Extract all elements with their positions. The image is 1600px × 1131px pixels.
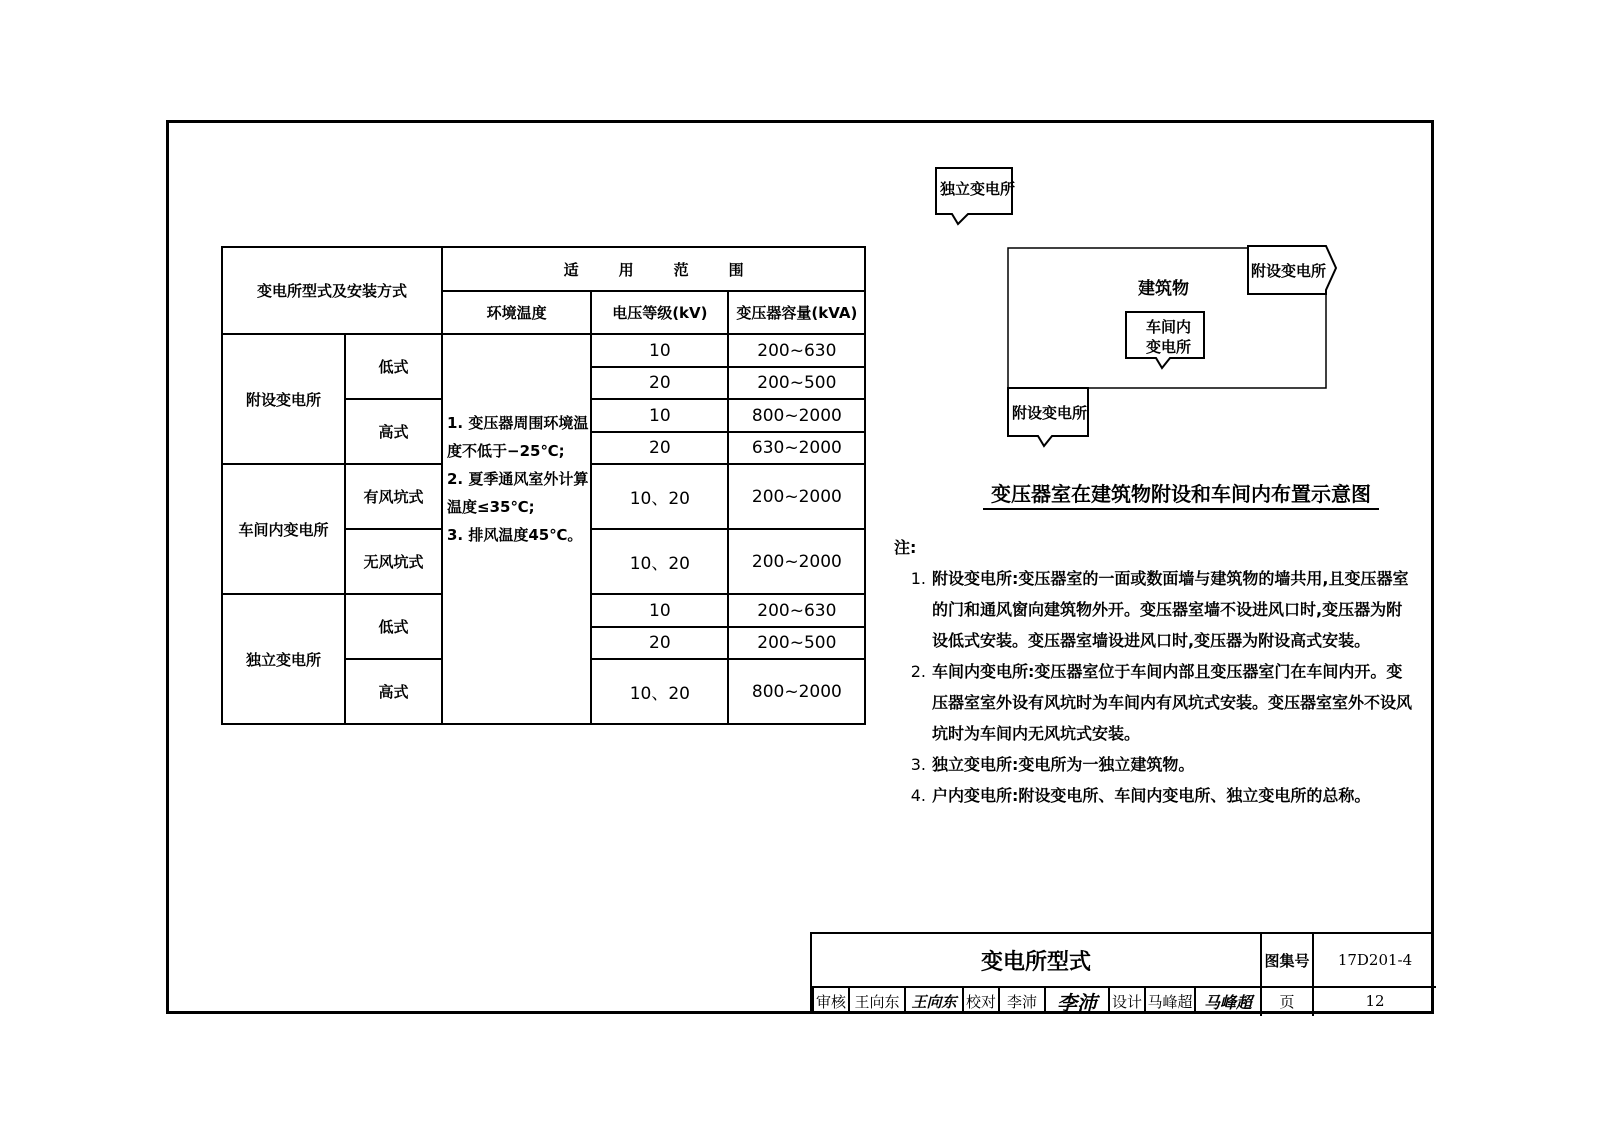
reviewer-signature: 王向东 bbox=[911, 992, 957, 1011]
note-text: 附设变电所:变压器室的一面或数面墙与建筑物的墙共用,且变压器室的门和通风窗向建筑物外开。变压器室墙不设进风口时,变压器为附设低式安装。变压器室墙设进风口时,变压器为附设高式安装。 bbox=[932, 569, 1409, 650]
sub-high: 高式 bbox=[345, 399, 442, 464]
capacity-cell: 200~630 bbox=[728, 334, 865, 367]
designer-signature: 马峰超 bbox=[1203, 992, 1252, 1012]
design-label: 设计 bbox=[1111, 992, 1142, 1011]
col-voltage: 电压等级(kV) bbox=[591, 291, 728, 334]
page-number: 12 bbox=[1365, 992, 1385, 1010]
capacity-cell: 200~2000 bbox=[728, 529, 865, 594]
diagram-title: 变压器室在建筑物附设和车间内布置示意图 bbox=[983, 478, 1379, 510]
notes-section bbox=[894, 532, 1418, 811]
voltage-cell: 10、20 bbox=[591, 464, 728, 529]
designer-name: 马峰超 bbox=[1147, 992, 1193, 1011]
env-note-line: 度不低于−25℃; bbox=[447, 442, 565, 460]
capacity-cell: 800~2000 bbox=[728, 659, 865, 724]
group-attached: 附设变电所 bbox=[222, 334, 345, 464]
label-workshop-1: 车间内 bbox=[1146, 318, 1192, 336]
drawing-title: 变电所型式 bbox=[980, 949, 1091, 975]
diagram-lines bbox=[880, 160, 1360, 460]
check-label: 校对 bbox=[965, 992, 996, 1011]
atlas-label: 图集号 bbox=[1264, 951, 1310, 970]
sub-low: 低式 bbox=[345, 594, 442, 659]
sub-no-pit: 无风坑式 bbox=[345, 529, 442, 594]
voltage-cell: 10、20 bbox=[591, 529, 728, 594]
note-number: 4. bbox=[910, 786, 926, 805]
env-note-line: 1. 变压器周围环境温 bbox=[447, 414, 589, 432]
capacity-cell: 200~2000 bbox=[728, 464, 865, 529]
capacity-cell: 200~500 bbox=[728, 627, 865, 659]
checker-name: 李沛 bbox=[1006, 992, 1037, 1011]
substation-spec-table bbox=[221, 246, 866, 725]
note-text: 车间内变电所:变压器室位于车间内部且变压器室门在车间内开。变压器室室外设有风坑时为车间内有风坑式安装。变压器室室外不设风坑时为车间内无风坑式安装。 bbox=[932, 662, 1413, 743]
voltage-cell: 20 bbox=[591, 627, 728, 659]
label-independent: 独立变电所 bbox=[940, 180, 1016, 198]
header-scope: 适用范围 bbox=[442, 247, 865, 291]
capacity-cell: 200~630 bbox=[728, 594, 865, 627]
label-attached-right: 附设变电所 bbox=[1251, 262, 1327, 280]
label-workshop-2: 变电所 bbox=[1146, 338, 1192, 356]
notes-heading: 注: bbox=[894, 538, 917, 557]
note-number: 3. bbox=[910, 755, 926, 774]
header-type: 变电所型式及安装方式 bbox=[222, 247, 442, 334]
capacity-cell: 800~2000 bbox=[728, 399, 865, 432]
title-block bbox=[810, 932, 1434, 1014]
env-note-line: 3. 排风温度45℃。 bbox=[447, 526, 583, 544]
note-item bbox=[898, 780, 1418, 811]
reviewer-name: 王向东 bbox=[854, 992, 900, 1011]
note-item bbox=[898, 563, 1418, 656]
note-text: 户内变电所:附设变电所、车间内变电所、独立变电所的总称。 bbox=[932, 786, 1371, 805]
voltage-cell: 10、20 bbox=[591, 659, 728, 724]
group-independent: 独立变电所 bbox=[222, 594, 345, 724]
atlas-number: 17D201-4 bbox=[1337, 951, 1413, 969]
sub-high: 高式 bbox=[345, 659, 442, 724]
label-attached-bottom: 附设变电所 bbox=[1012, 404, 1088, 422]
voltage-cell: 10 bbox=[591, 334, 728, 367]
col-env-temp: 环境温度 bbox=[442, 291, 591, 334]
capacity-cell: 200~500 bbox=[728, 367, 865, 399]
capacity-cell: 630~2000 bbox=[728, 432, 865, 464]
voltage-cell: 20 bbox=[591, 432, 728, 464]
note-text: 独立变电所:变电所为一独立建筑物。 bbox=[932, 755, 1195, 774]
env-note-line: 温度≤35℃; bbox=[447, 498, 535, 516]
label-building: 建筑物 bbox=[1138, 279, 1189, 299]
note-item bbox=[898, 749, 1418, 780]
env-note-line: 2. 夏季通风室外计算 bbox=[447, 470, 589, 488]
note-item bbox=[898, 656, 1418, 749]
page-label: 页 bbox=[1279, 992, 1295, 1011]
review-label: 审核 bbox=[815, 992, 846, 1011]
env-temp-notes bbox=[442, 334, 591, 724]
group-workshop: 车间内变电所 bbox=[222, 464, 345, 594]
voltage-cell: 10 bbox=[591, 399, 728, 432]
voltage-cell: 10 bbox=[591, 594, 728, 627]
sub-with-pit: 有风坑式 bbox=[345, 464, 442, 529]
col-capacity: 变压器容量(kVA) bbox=[728, 291, 865, 334]
note-number: 2. bbox=[910, 662, 926, 681]
note-number: 1. bbox=[910, 569, 926, 588]
sub-low: 低式 bbox=[345, 334, 442, 399]
layout-diagram bbox=[880, 160, 1360, 460]
checker-signature: 李沛 bbox=[1057, 990, 1097, 1015]
voltage-cell: 20 bbox=[591, 367, 728, 399]
